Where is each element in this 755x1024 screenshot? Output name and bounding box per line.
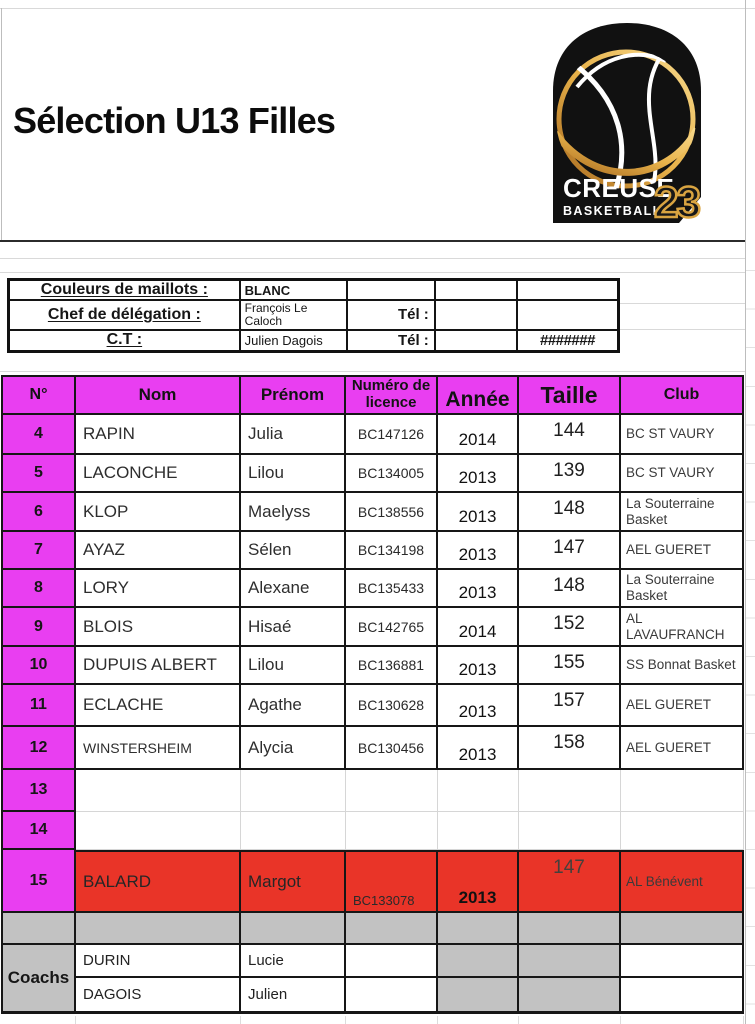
- prenom-text: Maelyss: [248, 501, 311, 521]
- header-cell-nom: [76, 377, 241, 415]
- prenom-text: Hisaé: [248, 616, 292, 636]
- info-tel-label-2: [348, 301, 436, 331]
- info-value-text: François Le Caloch: [244, 301, 308, 329]
- gridline: [0, 371, 745, 372]
- prenom-text: Alexane: [248, 578, 310, 597]
- annee-text: 2013: [458, 745, 497, 764]
- roster-row-5: [3, 455, 744, 493]
- cell-prenom-row7: [241, 532, 346, 570]
- taille-text: 158: [553, 732, 585, 753]
- club-text: BC ST VAURY: [626, 426, 715, 442]
- cell-prenom-row6: [241, 493, 346, 532]
- licence-text: BC142765: [357, 618, 425, 635]
- num-text: 11: [30, 696, 47, 713]
- cell-taille-row15: [519, 850, 621, 913]
- cell-club-row14: [621, 812, 744, 850]
- roster-row-15: [3, 850, 744, 913]
- right-margin-gridlines: [746, 270, 755, 1024]
- nom-text: WINSTERSHEIM: [83, 739, 192, 756]
- page-left-rule: [1, 8, 2, 240]
- header-text: Prénom: [260, 385, 325, 404]
- cell-annee-row7: [438, 532, 519, 570]
- logo-text-creuse: CREUSE: [563, 173, 675, 203]
- info-row-maillots: [10, 281, 617, 301]
- gridline: [437, 1016, 438, 1024]
- cell-licence-row8: [346, 570, 438, 608]
- nom-text: DUPUIS ALBERT: [83, 655, 217, 674]
- info-tel-label-1: [348, 281, 436, 301]
- cell-nom-row15: [76, 850, 241, 913]
- annee-text: 2013: [458, 468, 497, 487]
- cell-taille-row10: [519, 647, 621, 685]
- nom-text: AYAZ: [83, 540, 125, 559]
- coaches-label-text: Coachs: [7, 968, 70, 987]
- licence-text: BC147126: [357, 426, 425, 442]
- cell-licence-row14: [346, 812, 438, 850]
- club-text: AEL GUERET: [626, 739, 712, 755]
- info-value-text: Julien Dagois: [244, 332, 323, 348]
- cell-num-row5: [3, 455, 76, 493]
- cell-licence-row9: [346, 608, 438, 647]
- cell-club-row10: [621, 647, 744, 685]
- tel-label-text: Tél :: [397, 306, 429, 324]
- info-label-chef: [10, 301, 241, 331]
- info-extra-1: [518, 281, 617, 301]
- coach-club-cell: [621, 978, 744, 1014]
- cell-licence-row13: [346, 770, 438, 812]
- taille-text: 148: [553, 575, 585, 596]
- club-text: AL Bénévent: [626, 873, 703, 889]
- info-value-chef: [241, 301, 348, 331]
- club-text: La Souterraine Basket: [626, 495, 715, 527]
- annee-text: 2014: [458, 430, 497, 449]
- num-text: 8: [34, 579, 43, 596]
- page-title: Sélection U13 Filles: [13, 100, 336, 141]
- num-text: 10: [29, 656, 48, 673]
- roster-header-row: [3, 377, 744, 415]
- licence-text: BC130456: [357, 739, 425, 756]
- roster-row-13: [3, 770, 744, 812]
- coach-annee-cell: [438, 945, 519, 978]
- gridline: [75, 1016, 76, 1024]
- licence-text: BC133078: [353, 893, 415, 908]
- cell-licence-row5: [346, 455, 438, 493]
- cell-num-row4: [3, 415, 76, 455]
- cell-nom-row9: [76, 608, 241, 647]
- cell-annee-row5: [438, 455, 519, 493]
- gridline: [0, 272, 745, 273]
- nom-text: LORY: [83, 578, 129, 597]
- coach-prenom-text: Lucie: [248, 952, 284, 969]
- cell-annee-row14: [438, 812, 519, 850]
- gridline: [620, 303, 745, 304]
- cell-nom-row5: [76, 455, 241, 493]
- annee-text: 2014: [458, 622, 497, 641]
- roster-row-6: [3, 493, 744, 532]
- num-text: 14: [29, 821, 48, 838]
- header-text: Année: [445, 388, 510, 411]
- cell-licence-row4: [346, 415, 438, 455]
- num-text: 5: [34, 464, 43, 481]
- coach-nom-text: DURIN: [83, 952, 131, 969]
- prenom-text: Lilou: [248, 655, 284, 674]
- cell-nom-row8: [76, 570, 241, 608]
- nom-text: KLOP: [83, 501, 129, 521]
- club-text: SS Bonnat Basket: [626, 657, 736, 673]
- cell-licence-row10: [346, 647, 438, 685]
- separator-cell: [519, 913, 621, 945]
- separator-row: [1, 913, 744, 945]
- separator-cell: [438, 913, 519, 945]
- cell-num-row7: [3, 532, 76, 570]
- cell-prenom-row10: [241, 647, 346, 685]
- header-text: Numéro de licence: [351, 377, 431, 411]
- delegation-info-table: [7, 278, 620, 353]
- cell-prenom-row5: [241, 455, 346, 493]
- coach-prenom-cell: [241, 978, 346, 1014]
- annee-text: 2013: [458, 545, 497, 564]
- taille-text: 139: [553, 460, 585, 481]
- cell-club-row13: [621, 770, 744, 812]
- cell-prenom-row8: [241, 570, 346, 608]
- info-label-couleurs: [10, 281, 241, 301]
- coach-taille-cell: [519, 978, 621, 1014]
- num-text: 13: [29, 781, 48, 798]
- gridline: [620, 1016, 621, 1024]
- hash-overflow-text: #######: [540, 331, 595, 349]
- separator-cell: [241, 913, 346, 945]
- cell-licence-row15: [346, 850, 438, 913]
- cell-club-row12: [621, 727, 744, 770]
- cell-annee-row12: [438, 727, 519, 770]
- info-label-ct: [10, 331, 241, 350]
- nom-text: ECLACHE: [83, 695, 164, 714]
- club-text: AEL GUERET: [626, 697, 712, 713]
- coach-annee-cell: [438, 978, 519, 1014]
- info-value-ct: [241, 331, 348, 350]
- cell-annee-row4: [438, 415, 519, 455]
- cell-prenom-row14: [241, 812, 346, 850]
- cell-club-row11: [621, 685, 744, 727]
- prenom-text: Agathe: [248, 695, 302, 714]
- cell-num-row11: [3, 685, 76, 727]
- nom-text: BLOIS: [83, 616, 134, 636]
- cell-nom-row6: [76, 493, 241, 532]
- cell-taille-row6: [519, 493, 621, 532]
- annee-text: 2013: [458, 702, 497, 721]
- coach-nom-cell: [76, 945, 241, 978]
- prenom-text: Julia: [248, 424, 283, 443]
- header-text: Taille: [540, 381, 598, 408]
- num-text: 15: [29, 871, 48, 889]
- licence-text: BC136881: [357, 657, 425, 673]
- coaches-section: [1, 945, 744, 1014]
- taille-text: 152: [553, 613, 585, 634]
- cell-annee-row11: [438, 685, 519, 727]
- roster-row-7: [3, 532, 744, 570]
- cell-licence-row12: [346, 727, 438, 770]
- cell-prenom-row11: [241, 685, 346, 727]
- roster-row-11: [3, 685, 744, 727]
- gridline: [518, 1016, 519, 1024]
- coach-prenom-cell: [241, 945, 346, 978]
- num-text: 7: [34, 541, 43, 558]
- header-cell-club: [621, 377, 744, 415]
- header-text: Club: [663, 386, 700, 403]
- header-cell-taille: [519, 377, 621, 415]
- separator-cell: [76, 913, 241, 945]
- cell-annee-row9: [438, 608, 519, 647]
- gridline: [345, 1016, 346, 1024]
- num-text: 9: [34, 617, 43, 635]
- cell-num-row6: [3, 493, 76, 532]
- info-row-chef: [10, 301, 617, 331]
- header-cell-annee: [438, 377, 519, 415]
- cell-num-row15: [3, 850, 76, 913]
- cell-nom-row10: [76, 647, 241, 685]
- cell-annee-row8: [438, 570, 519, 608]
- creuse-basketball-23-logo: [553, 21, 701, 223]
- club-text: BC ST VAURY: [626, 465, 715, 481]
- header-cell-num: [3, 377, 76, 415]
- annee-text: 2013: [458, 888, 497, 907]
- info-tel-value-3: [436, 331, 518, 350]
- nom-text: RAPIN: [83, 424, 135, 443]
- gridline: [620, 329, 745, 330]
- annee-text: 2013: [458, 660, 497, 679]
- coach-nom-cell: [76, 978, 241, 1014]
- cell-taille-row8: [519, 570, 621, 608]
- taille-text: 148: [553, 498, 585, 519]
- coach-row-dagois: [76, 978, 744, 1014]
- cell-club-row7: [621, 532, 744, 570]
- taille-text: 147: [553, 857, 585, 878]
- info-tel-value-2: [436, 301, 518, 331]
- cell-num-row8: [3, 570, 76, 608]
- coach-licence-cell: [346, 945, 438, 978]
- logo-number-23: 23: [654, 178, 699, 223]
- roster-row-12: [3, 727, 744, 770]
- cell-taille-row5: [519, 455, 621, 493]
- cell-prenom-row15: [241, 850, 346, 913]
- gridline: [240, 1016, 241, 1024]
- info-label-text: Couleurs de maillots :: [40, 281, 208, 298]
- cell-nom-row14: [76, 812, 241, 850]
- cell-licence-row11: [346, 685, 438, 727]
- roster-row-4: [3, 415, 744, 455]
- cell-nom-row7: [76, 532, 241, 570]
- prenom-text: Margot: [248, 871, 301, 891]
- gridline: [743, 1016, 744, 1024]
- cell-taille-row13: [519, 770, 621, 812]
- cell-prenom-row13: [241, 770, 346, 812]
- prenom-text: Lilou: [248, 463, 284, 482]
- cell-num-row13: [3, 770, 76, 812]
- cell-prenom-row9: [241, 608, 346, 647]
- taille-text: 147: [553, 537, 585, 558]
- info-extra-3: [518, 331, 617, 350]
- cell-club-row5: [621, 455, 744, 493]
- info-label-text: Chef de délégation :: [47, 305, 201, 323]
- roster-row-10: [3, 647, 744, 685]
- cell-taille-row9: [519, 608, 621, 647]
- cell-nom-row4: [76, 415, 241, 455]
- roster-table: [1, 375, 744, 913]
- cell-num-row10: [3, 647, 76, 685]
- info-label-text: C.T :: [106, 331, 143, 349]
- coach-nom-text: DAGOIS: [83, 986, 142, 1003]
- cell-taille-row7: [519, 532, 621, 570]
- cell-prenom-row4: [241, 415, 346, 455]
- cell-club-row9: [621, 608, 744, 647]
- num-text: 4: [34, 425, 43, 442]
- page-top-rule: [0, 8, 755, 9]
- cell-annee-row6: [438, 493, 519, 532]
- num-text: 6: [34, 502, 43, 520]
- cell-prenom-row12: [241, 727, 346, 770]
- gridline: [0, 258, 745, 259]
- cell-taille-row11: [519, 685, 621, 727]
- cell-num-row9: [3, 608, 76, 647]
- info-tel-label-3: [348, 331, 436, 350]
- info-extra-2: [518, 301, 617, 331]
- cell-annee-row13: [438, 770, 519, 812]
- nom-text: BALARD: [83, 871, 152, 891]
- cell-nom-row13: [76, 770, 241, 812]
- annee-text: 2013: [458, 507, 497, 526]
- separator-cell: [346, 913, 438, 945]
- licence-text: BC134005: [357, 465, 425, 481]
- roster-body: [3, 415, 744, 913]
- separator-cell: [3, 913, 76, 945]
- nom-text: LACONCHE: [83, 463, 178, 482]
- licence-text: BC138556: [357, 503, 425, 520]
- roster-row-9: [3, 608, 744, 647]
- num-text: 12: [29, 738, 48, 756]
- cell-nom-row12: [76, 727, 241, 770]
- coaches-label-cell: [3, 945, 76, 1014]
- taille-text: 144: [553, 420, 585, 441]
- cell-taille-row4: [519, 415, 621, 455]
- logo-text-basketball: BASKETBALL: [563, 204, 662, 218]
- cell-num-row12: [3, 727, 76, 770]
- cell-num-row14: [3, 812, 76, 850]
- club-text: La Souterraine Basket: [626, 572, 715, 603]
- cell-taille-row14: [519, 812, 621, 850]
- licence-text: BC134198: [357, 542, 425, 558]
- cell-club-row15: [621, 850, 744, 913]
- separator-cell: [621, 913, 744, 945]
- coach-club-cell: [621, 945, 744, 978]
- prenom-text: Sélen: [248, 540, 292, 559]
- cell-licence-row6: [346, 493, 438, 532]
- taille-text: 157: [553, 690, 585, 711]
- header-cell-prenom: [241, 377, 346, 415]
- licence-text: BC135433: [357, 580, 425, 596]
- info-tel-value-1: [436, 281, 518, 301]
- roster-row-8: [3, 570, 744, 608]
- annee-text: 2013: [458, 583, 497, 602]
- coach-licence-cell: [346, 978, 438, 1014]
- coach-row-durin: [76, 945, 744, 978]
- club-text: AL LAVAUFRANCH: [626, 610, 725, 642]
- licence-text: BC130628: [357, 697, 425, 713]
- taille-text: 155: [553, 652, 585, 673]
- cell-licence-row7: [346, 532, 438, 570]
- header-bottom-rule: [0, 240, 745, 242]
- cell-club-row4: [621, 415, 744, 455]
- cell-club-row8: [621, 570, 744, 608]
- coaches-rows: [76, 945, 744, 1014]
- roster-row-14: [3, 812, 744, 850]
- coach-taille-cell: [519, 945, 621, 978]
- header-text: Nom: [138, 385, 177, 404]
- coach-prenom-text: Julien: [248, 986, 288, 1003]
- tel-label-text: Tél :: [397, 331, 429, 349]
- info-row-ct: [10, 331, 617, 350]
- header-cell-licence: [346, 377, 438, 415]
- info-value-couleurs: [241, 281, 348, 301]
- prenom-text: Alycia: [248, 737, 294, 757]
- cell-nom-row11: [76, 685, 241, 727]
- cell-annee-row10: [438, 647, 519, 685]
- club-text: AEL GUERET: [626, 542, 712, 558]
- info-value-text: BLANC: [244, 282, 291, 298]
- cell-annee-row15: [438, 850, 519, 913]
- header-text: N°: [29, 386, 48, 403]
- cell-club-row6: [621, 493, 744, 532]
- cell-taille-row12: [519, 727, 621, 770]
